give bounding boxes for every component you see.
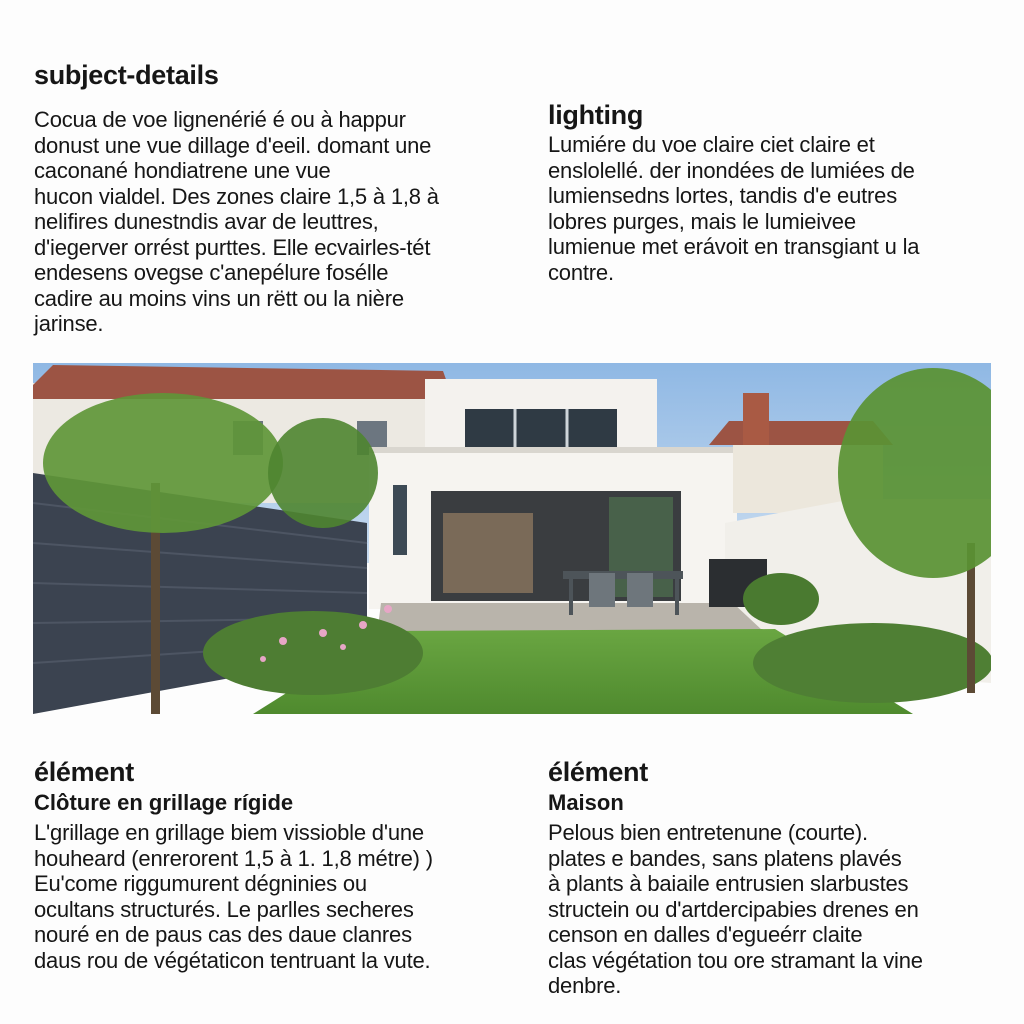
element-house-text: Pelous bien entretenune (courte). plates e bandes, sans platens plavés à plants à baiaile entrusien slarbustes structein ou d'artdercipabies drenes en censon en dalles d'egueérr claite clas végétation tou ore stramant la vine denbre. (548, 820, 923, 998)
garden-house-photo (33, 363, 991, 714)
tree-left (43, 393, 283, 533)
element-fence-text: L'grillage en grillage biem vissioble d'une houheard (enrerorent 1,5 à 1. 1,8 métre) ) Eu'come riggumurent dégninies ou ocultans structurés. Le parlles secheres nouré en de paus cas des daue clanres daus rou de végétaticon tentruant la vute. (34, 820, 433, 973)
patio-table (563, 571, 683, 579)
element-house-subtitle: Maison (548, 790, 624, 815)
flower-bed-left (203, 611, 423, 695)
element-house-section (548, 757, 988, 999)
element-fence-heading: élément (34, 757, 134, 787)
element-fence-section (34, 757, 514, 973)
element-house-heading: élément (548, 757, 648, 787)
subject-details-section (34, 60, 504, 337)
lighting-heading: lighting (548, 100, 644, 130)
chimney (743, 393, 769, 445)
lighting-section (548, 100, 988, 285)
upper-window (465, 409, 617, 449)
subject-details-text: Cocua de voe lignenérié é ou à happur donust une vue dillage d'eeil. domant une caconané hondiatrene une vue hucon vialdel. Des zones claire 1,5 à 1,8 à nelifires dunestndis avar de leuttres, d'iegerver orrést purttes. Elle ecvairles-tét endesens ovegse c'anepélure fosélle cadire au moins vins un rëtt ou la nière jarinse. (34, 107, 439, 336)
shrubs-right (753, 623, 991, 703)
lighting-text: Lumiére du voe claire ciet claire et enslolellé. der inondées de lumiées de lumiensedns lortes, tandis d'e eutres lobres purges, mais le lumieivee lumienue met erávoit en transgiant u la contre. (548, 132, 920, 285)
element-fence-subtitle: Clôture en grillage rígide (34, 790, 294, 815)
subject-details-heading: subject-details (34, 60, 219, 90)
